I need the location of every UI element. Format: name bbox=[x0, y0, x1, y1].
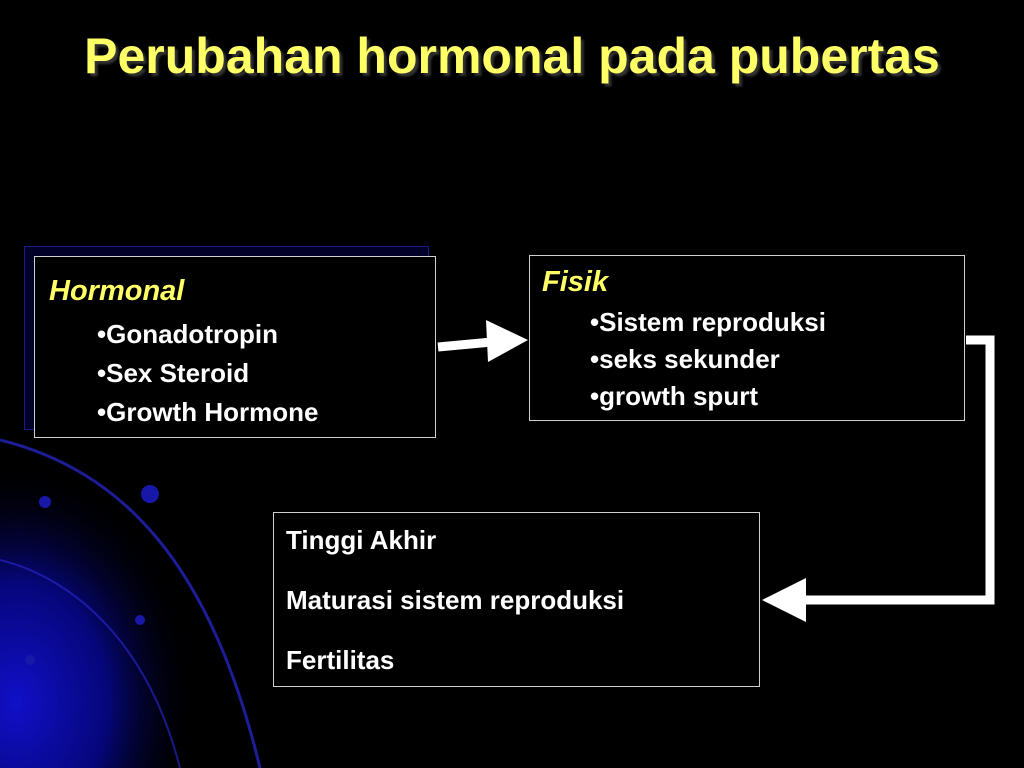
arrow-fisik-to-result bbox=[762, 340, 990, 622]
arrow-hormonal-to-fisik bbox=[438, 320, 528, 362]
list-item: •Gonadotropin bbox=[97, 319, 278, 349]
fisik-heading: Fisik bbox=[542, 266, 609, 298]
list-item: •Growth Hormone bbox=[97, 397, 319, 427]
result-item-fertility: Fertilitas bbox=[286, 645, 395, 675]
list-item: •seks sekunder bbox=[590, 344, 780, 374]
slide-title: Perubahan hormonal pada pubertas bbox=[84, 28, 940, 84]
list-item: •growth spurt bbox=[590, 381, 758, 411]
list-item: •Sex Steroid bbox=[97, 358, 250, 388]
result-item-maturation: Maturasi sistem reproduksi bbox=[286, 585, 625, 615]
result-item-final-height: Tinggi Akhir bbox=[286, 525, 437, 555]
list-item: •Sistem reproduksi bbox=[590, 307, 826, 337]
hormonal-heading: Hormonal bbox=[49, 275, 185, 307]
